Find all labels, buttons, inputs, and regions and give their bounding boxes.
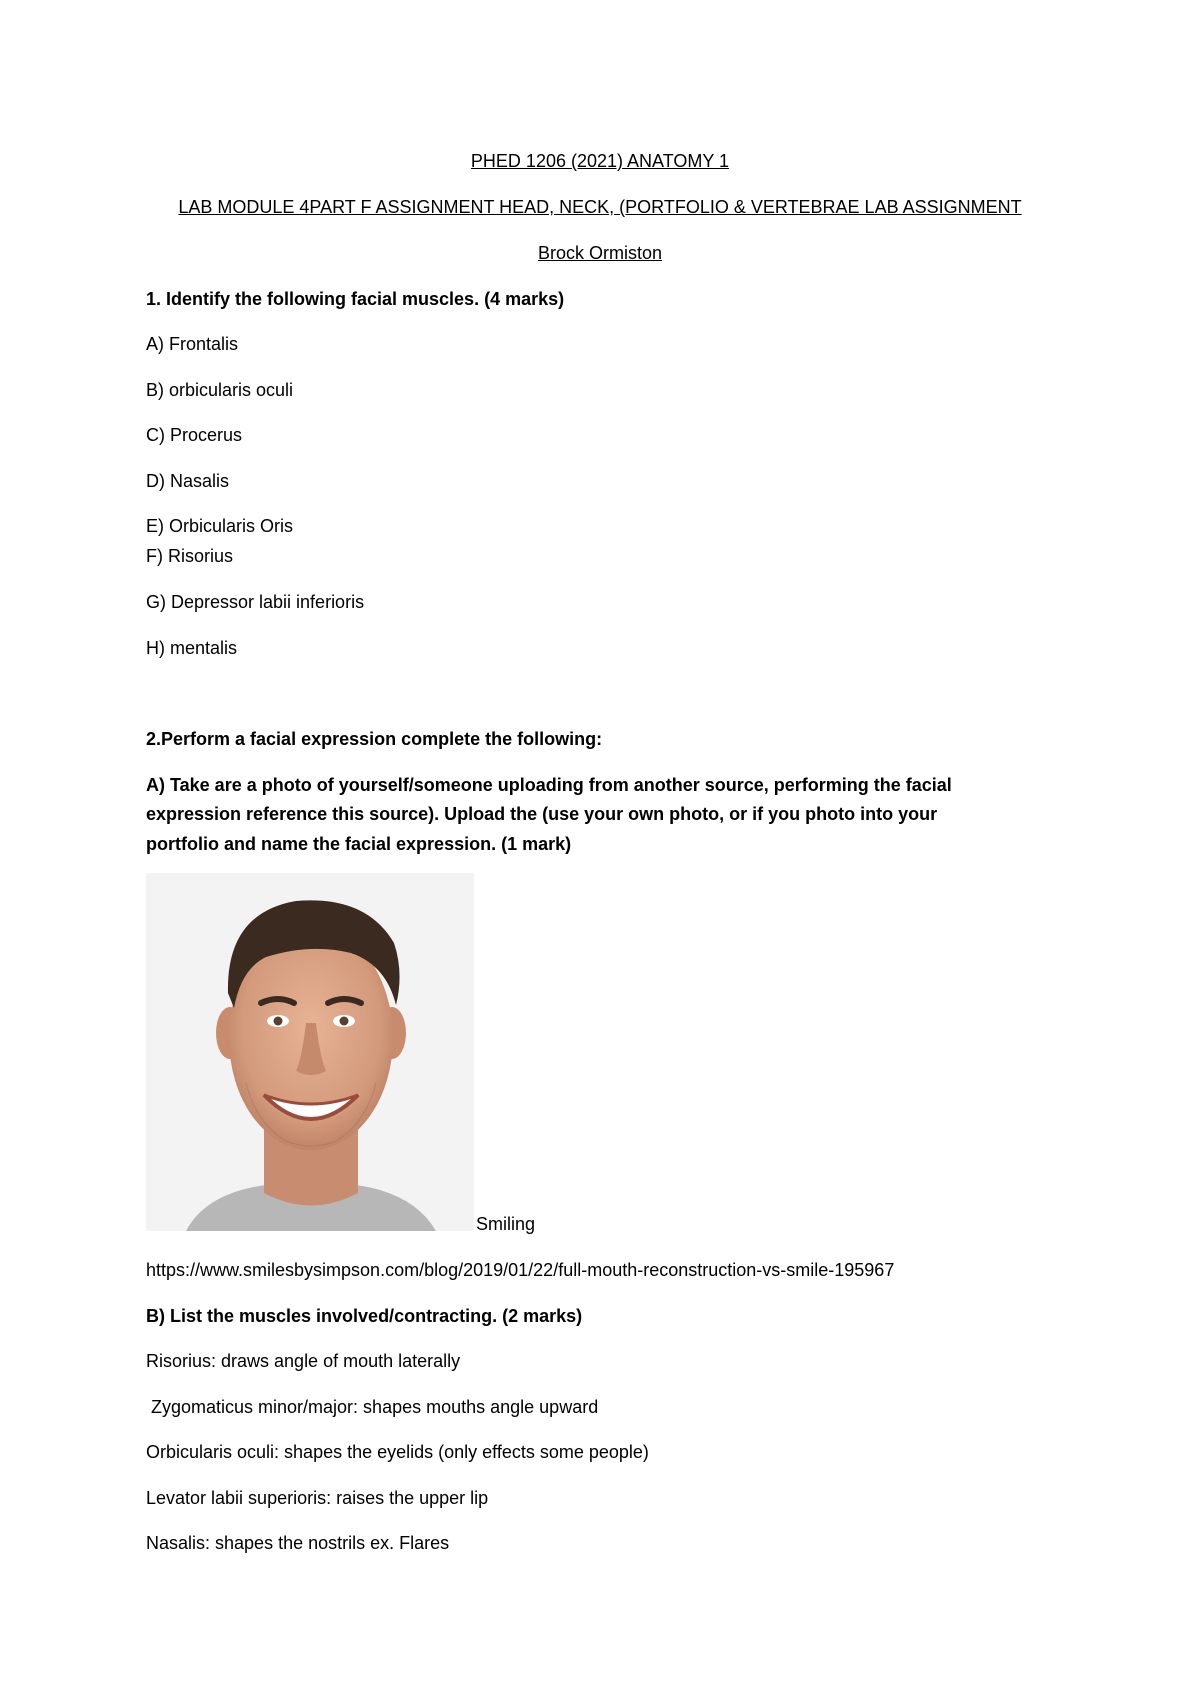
answer-b: B) orbicularis oculi [146,380,294,400]
author-name: Brock Ormiston [537,243,663,263]
muscle-1: Risorius: draws angle of mouth laterally [146,1351,461,1371]
answer-h: H) mentalis [146,638,238,658]
part-a-line-2: expression reference this source). Upload the (use your own photo, or if you photo into your [146,804,938,824]
muscle-2: Zygomaticus minor/major: shapes mouths angle upward [146,1397,599,1417]
source-url[interactable]: https://www.smilesbysimpson.com/blog/2019/01/22/full-mouth-reconstruction-vs-smile-195967 [146,1260,895,1280]
answer-g: G) Depressor labii inferioris [146,592,365,612]
muscle-3: Orbicularis oculi: shapes the eyelids (only effects some people) [146,1442,649,1462]
answer-d: D) Nasalis [146,471,230,491]
question-2: 2.Perform a facial expression complete the following: [146,729,603,749]
course-title: PHED 1206 (2021) ANATOMY 1 [470,151,730,171]
answer-f: F) Risorius [146,546,234,566]
module-title: LAB MODULE 4PART F ASSIGNMENT HEAD, NECK, (PORTFOLIO & VERTEBRAE LAB ASSIGNMENT [178,197,1022,217]
answer-a: A) Frontalis [146,334,239,354]
answer-c: C) Procerus [146,425,243,445]
question-1: 1. Identify the following facial muscles. (4 marks) [146,289,565,309]
part-b-question: B) List the muscles involved/contracting. (2 marks) [146,1306,583,1326]
expression-label: Smiling [476,1214,536,1234]
muscle-5: Nasalis: shapes the nostrils ex. Flares [146,1533,450,1553]
part-a-line-1: A) Take are a photo of yourself/someone uploading from another source, performing the facial [146,775,952,795]
smiling-face-illustration [146,873,474,1231]
answer-e: E) Orbicularis Oris [146,516,294,536]
smiling-face-photo [146,873,474,1231]
part-a-line-3: portfolio and name the facial expression. (1 mark) [146,834,572,854]
muscle-4: Levator labii superioris: raises the upper lip [146,1488,489,1508]
